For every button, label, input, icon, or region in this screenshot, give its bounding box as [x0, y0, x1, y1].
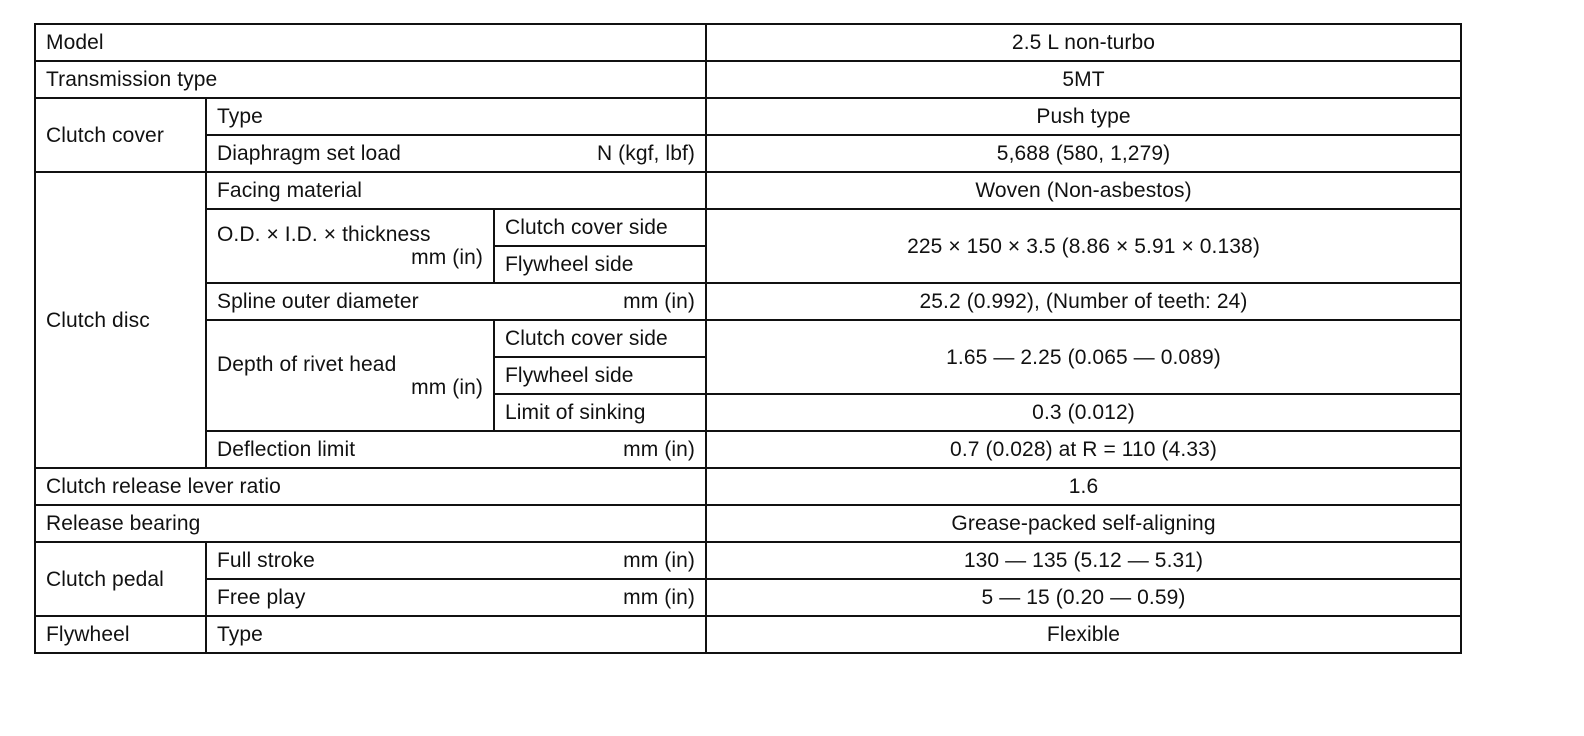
- table-row-model: [35, 24, 1461, 61]
- table-row-clutch-cover-type: [35, 98, 1461, 135]
- table-row-release-bearing: [35, 505, 1461, 542]
- free-play-value: 5 — 15 (0.20 — 0.59): [706, 579, 1461, 616]
- dimensions-label: O.D. × I.D. × thickness: [217, 223, 431, 246]
- model-value: 2.5 L non-turbo: [706, 24, 1461, 61]
- diaphragm-cell: [206, 135, 706, 172]
- model-label: Model: [35, 24, 706, 61]
- clutch-cover-label: Clutch cover: [35, 98, 206, 172]
- deflection-cell: [206, 431, 706, 468]
- free-play-label: Free play: [217, 586, 306, 609]
- dimensions-sub-flywheel: Flywheel side: [494, 246, 706, 283]
- clutch-pedal-label: Clutch pedal: [35, 542, 206, 616]
- transmission-label: Transmission type: [35, 61, 706, 98]
- release-bearing-value: Grease-packed self-aligning: [706, 505, 1461, 542]
- full-stroke-label: Full stroke: [217, 549, 315, 572]
- rivet-sub-flywheel: Flywheel side: [494, 357, 706, 394]
- lever-ratio-label: Clutch release lever ratio: [35, 468, 706, 505]
- full-stroke-cell: [206, 542, 706, 579]
- table-row-deflection: [35, 431, 1461, 468]
- dimensions-value: 225 × 150 × 3.5 (8.86 × 5.91 × 0.138): [706, 209, 1461, 283]
- deflection-value: 0.7 (0.028) at R = 110 (4.33): [706, 431, 1461, 468]
- table-row-facing: [35, 172, 1461, 209]
- diaphragm-value: 5,688 (580, 1,279): [706, 135, 1461, 172]
- spline-cell: [206, 283, 706, 320]
- table-row-diaphragm: [35, 135, 1461, 172]
- diaphragm-label: Diaphragm set load: [217, 142, 401, 165]
- table-row-dimensions-cover: [35, 209, 1461, 246]
- release-bearing-label: Release bearing: [35, 505, 706, 542]
- table-row-transmission: [35, 61, 1461, 98]
- table-row-spline: [35, 283, 1461, 320]
- lever-ratio-value: 1.6: [706, 468, 1461, 505]
- table-row-free-play: [35, 579, 1461, 616]
- dimensions-sub-cover: Clutch cover side: [494, 209, 706, 246]
- dimensions-unit: mm (in): [411, 246, 483, 269]
- flywheel-label: Flywheel: [35, 616, 206, 653]
- full-stroke-unit: mm (in): [623, 549, 696, 572]
- rivet-sub-limit: Limit of sinking: [494, 394, 706, 431]
- rivet-value: 1.65 — 2.25 (0.065 — 0.089): [706, 320, 1461, 394]
- free-play-cell: [206, 579, 706, 616]
- clutch-disc-label: Clutch disc: [35, 172, 206, 468]
- rivet-unit: mm (in): [411, 375, 483, 399]
- rivet-limit-value: 0.3 (0.012): [706, 394, 1461, 431]
- spline-unit: mm (in): [623, 290, 696, 313]
- spline-value: 25.2 (0.992), (Number of teeth: 24): [706, 283, 1461, 320]
- full-stroke-value: 130 — 135 (5.12 — 5.31): [706, 542, 1461, 579]
- rivet-label: Depth of rivet head: [217, 352, 397, 376]
- free-play-unit: mm (in): [623, 586, 696, 609]
- flywheel-type-value: Flexible: [706, 616, 1461, 653]
- rivet-cell: [206, 320, 494, 431]
- clutch-cover-type-label: Type: [206, 98, 706, 135]
- facing-label: Facing material: [206, 172, 706, 209]
- table-row-lever-ratio: [35, 468, 1461, 505]
- spline-label: Spline outer diameter: [217, 290, 419, 313]
- deflection-label: Deflection limit: [217, 438, 356, 461]
- deflection-unit: mm (in): [623, 438, 696, 461]
- flywheel-type-label: Type: [206, 616, 706, 653]
- table-row-full-stroke: [35, 542, 1461, 579]
- transmission-value: 5MT: [706, 61, 1461, 98]
- clutch-specification-table: [34, 23, 1462, 654]
- clutch-cover-type-value: Push type: [706, 98, 1461, 135]
- dimensions-cell: [206, 209, 494, 283]
- rivet-sub-cover: Clutch cover side: [494, 320, 706, 357]
- facing-value: Woven (Non-asbestos): [706, 172, 1461, 209]
- table-row-rivet-cover: [35, 320, 1461, 357]
- table-row-flywheel: [35, 616, 1461, 653]
- diaphragm-unit: N (kgf, lbf): [596, 142, 696, 165]
